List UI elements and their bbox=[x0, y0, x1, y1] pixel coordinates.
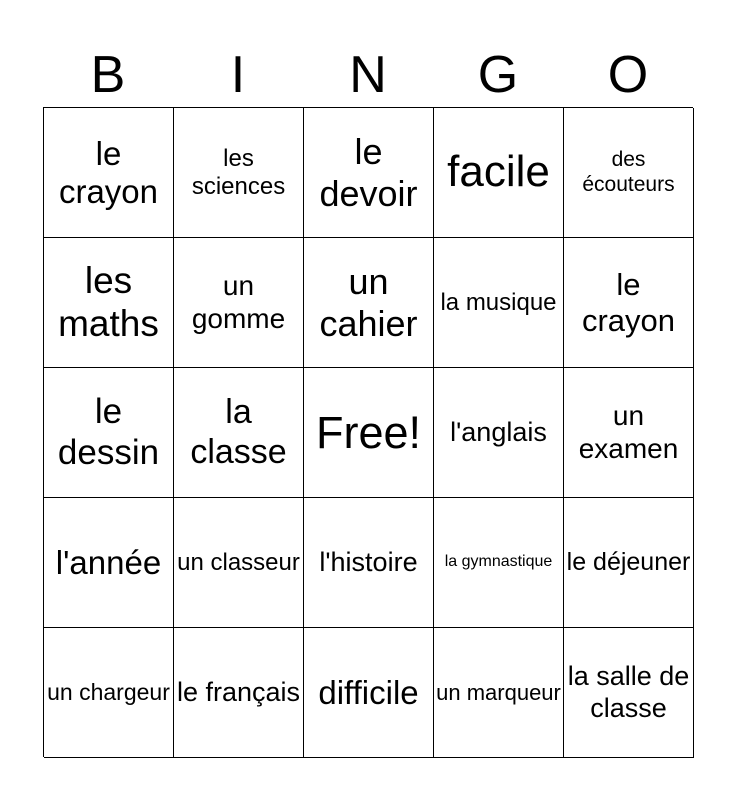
bingo-cell[interactable] bbox=[44, 628, 174, 758]
bingo-cell-label: l'histoire bbox=[319, 546, 418, 577]
bingo-cell[interactable] bbox=[304, 108, 434, 238]
bingo-cell-label: la musique bbox=[440, 288, 557, 316]
bingo-cell[interactable] bbox=[564, 108, 694, 238]
bingo-cell-label: les maths bbox=[58, 259, 159, 344]
bingo-cell[interactable] bbox=[434, 628, 564, 758]
bingo-cell-label: le dessin bbox=[57, 392, 160, 472]
free-space-cell[interactable] bbox=[304, 368, 434, 498]
bingo-grid bbox=[43, 107, 693, 757]
bingo-cell[interactable] bbox=[174, 498, 304, 628]
bingo-cell[interactable] bbox=[44, 238, 174, 368]
bingo-cell[interactable] bbox=[174, 628, 304, 758]
bingo-cell-label: le crayon bbox=[58, 134, 159, 210]
bingo-cell[interactable] bbox=[564, 238, 694, 368]
bingo-cell[interactable] bbox=[564, 628, 694, 758]
header-letter-i: I bbox=[230, 46, 246, 104]
bingo-cell[interactable] bbox=[564, 498, 694, 628]
header-letter-n: N bbox=[349, 46, 387, 104]
bingo-cell[interactable] bbox=[44, 108, 174, 238]
bingo-cell-label: un cahier bbox=[319, 261, 418, 344]
bingo-cell-label: difficile bbox=[318, 673, 419, 711]
bingo-cell[interactable] bbox=[304, 628, 434, 758]
bingo-cell[interactable] bbox=[44, 498, 174, 628]
bingo-cell-label: la gymnastique bbox=[444, 553, 553, 571]
bingo-cell-label: des écouteurs bbox=[582, 148, 675, 196]
bingo-cell-label: l'anglais bbox=[450, 416, 547, 447]
bingo-cell-label: un chargeur bbox=[47, 679, 170, 706]
bingo-cell-label: un classeur bbox=[177, 548, 300, 576]
bingo-cell-label: la classe bbox=[190, 393, 287, 471]
bingo-cell-label: le français bbox=[176, 676, 301, 707]
bingo-cell[interactable] bbox=[434, 498, 564, 628]
bingo-cell[interactable] bbox=[564, 368, 694, 498]
bingo-header bbox=[43, 44, 693, 106]
bingo-cell-label: un gomme bbox=[191, 270, 286, 334]
header-letter-b: B bbox=[90, 46, 126, 104]
bingo-cell[interactable] bbox=[174, 238, 304, 368]
bingo-cell-label: les sciences bbox=[191, 144, 286, 200]
bingo-cell-label: l'année bbox=[55, 543, 162, 581]
bingo-cell[interactable] bbox=[304, 238, 434, 368]
bingo-cell-label: un marqueur bbox=[436, 679, 561, 705]
bingo-cell[interactable] bbox=[174, 368, 304, 498]
bingo-cell-label: le déjeuner bbox=[566, 548, 691, 577]
bingo-cell-label: la salle de classe bbox=[567, 661, 690, 723]
bingo-cell[interactable] bbox=[304, 498, 434, 628]
bingo-cell-label: un examen bbox=[578, 400, 679, 464]
bingo-cell[interactable] bbox=[434, 108, 564, 238]
bingo-cell-label: le devoir bbox=[319, 131, 418, 214]
header-letter-o: O bbox=[607, 46, 649, 104]
bingo-cell[interactable] bbox=[44, 368, 174, 498]
header-letter-g: G bbox=[477, 46, 519, 104]
bingo-cell[interactable] bbox=[434, 238, 564, 368]
bingo-cell-label: le crayon bbox=[581, 266, 676, 338]
bingo-cell[interactable] bbox=[174, 108, 304, 238]
bingo-cell[interactable] bbox=[434, 368, 564, 498]
bingo-cell-label: facile bbox=[447, 147, 550, 197]
bingo-cell-label: Free! bbox=[315, 406, 422, 458]
